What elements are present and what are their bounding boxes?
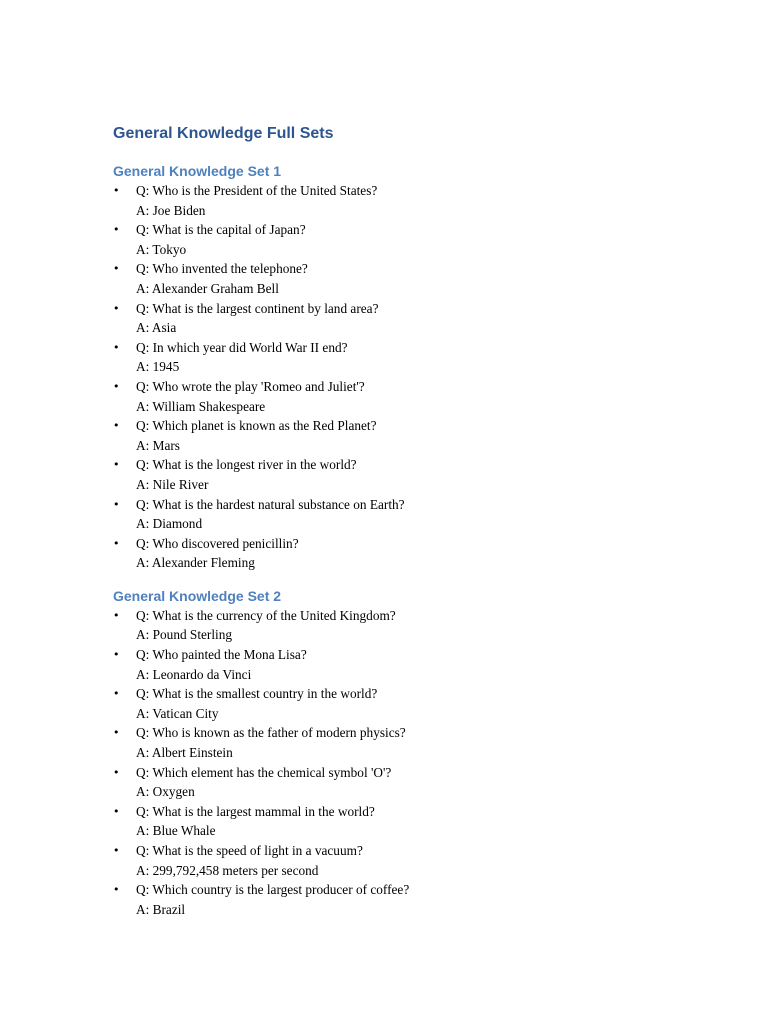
answer-text: A: Alexander Fleming: [136, 555, 255, 571]
bullet-icon: •: [113, 804, 120, 818]
answer-text: A: Leonardo da Vinci: [136, 666, 252, 682]
bullet-icon: •: [113, 184, 120, 197]
question-item: [113, 606, 713, 645]
answer-text: A: 1945: [136, 359, 180, 375]
answer-text: A: William Shakespeare: [136, 398, 266, 414]
question-text: Q: Who painted the Mona Lisa?: [136, 647, 307, 663]
bullet-icon: •: [113, 844, 120, 857]
question-text: Q: What is the largest continent by land area?: [136, 300, 379, 316]
question-item: [113, 684, 713, 723]
question-item: [113, 880, 713, 919]
question-item: [113, 377, 713, 416]
question-item: [113, 220, 713, 259]
bullet-icon: •: [113, 262, 120, 276]
question-text: Q: Who is the President of the United States?: [136, 183, 378, 198]
question-text: Q: What is the largest mammal in the world?: [136, 803, 375, 819]
bullet-icon: •: [113, 687, 120, 701]
answer-text: A: Joe Biden: [136, 202, 206, 218]
bullet-icon: •: [113, 340, 120, 354]
question-item: [113, 723, 713, 762]
question-item: [113, 763, 713, 802]
answer-text: A: Pound Sterling: [136, 627, 233, 643]
question-text: Q: Which element has the chemical symbol 'O'?: [136, 764, 392, 780]
question-text: Q: Who wrote the play 'Romeo and Juliet'?: [136, 378, 365, 394]
question-text: Q: What is the speed of light in a vacuum?: [136, 843, 363, 858]
bullet-icon: •: [113, 536, 120, 550]
question-item: [113, 495, 713, 534]
question-item: [113, 534, 713, 573]
question-item: [113, 259, 713, 298]
question-item: [113, 338, 713, 377]
bullet-icon: •: [113, 458, 120, 472]
answer-text: A: Vatican City: [136, 705, 219, 721]
bullet-icon: •: [113, 883, 120, 897]
bullet-icon: •: [113, 419, 120, 433]
question-item: [113, 455, 713, 494]
question-text: Q: Which planet is known as the Red Planet?: [136, 418, 377, 434]
bullet-icon: •: [113, 608, 120, 622]
document-title: General Knowledge Full Sets: [113, 125, 334, 142]
question-text: Q: What is the longest river in the world?: [136, 457, 357, 473]
question-item: [113, 802, 713, 841]
question-text: Q: What is the hardest natural substance on Earth?: [136, 496, 405, 512]
question-text: Q: What is the smallest country in the world?: [136, 686, 378, 702]
question-item: [113, 299, 713, 338]
bullet-icon: •: [113, 301, 120, 315]
answer-text: A: Mars: [136, 437, 180, 453]
answer-text: A: Nile River: [136, 476, 209, 492]
answer-text: A: Tokyo: [136, 241, 187, 257]
bullet-icon: •: [113, 497, 120, 511]
bullet-icon: •: [113, 379, 120, 393]
question-text: Q: Who invented the telephone?: [136, 261, 308, 277]
answer-text: A: Albert Einstein: [136, 745, 233, 761]
answer-text: A: Blue Whale: [136, 823, 216, 839]
answer-text: A: Brazil: [136, 901, 186, 917]
bullet-icon: •: [113, 765, 120, 779]
question-text: Q: In which year did World War II end?: [136, 339, 348, 355]
question-text: Q: What is the currency of the United Kingdom?: [136, 607, 396, 623]
question-text: Q: What is the capital of Japan?: [136, 222, 306, 238]
set-2-question-list: [113, 606, 713, 920]
question-item: [113, 416, 713, 455]
question-item: [113, 841, 713, 880]
question-item: [113, 181, 713, 220]
answer-text: A: Oxygen: [136, 784, 195, 800]
set-1-heading: General Knowledge Set 1: [113, 163, 282, 179]
question-text: Q: Who discovered penicillin?: [136, 535, 299, 551]
answer-text: A: Alexander Graham Bell: [136, 280, 279, 296]
question-text: Q: Which country is the largest producer of coffee?: [136, 882, 410, 898]
answer-text: A: 299,792,458 meters per second: [136, 862, 319, 878]
question-text: Q: Who is known as the father of modern physics?: [136, 725, 406, 741]
set-1-question-list: [113, 181, 713, 573]
question-item: [113, 645, 713, 684]
document-page: [113, 122, 713, 919]
answer-text: A: Asia: [136, 320, 177, 336]
answer-text: A: Diamond: [136, 516, 203, 532]
set-2-heading: General Knowledge Set 2: [113, 587, 282, 604]
bullet-icon: •: [113, 223, 120, 237]
bullet-icon: •: [113, 726, 120, 740]
bullet-icon: •: [113, 648, 120, 662]
